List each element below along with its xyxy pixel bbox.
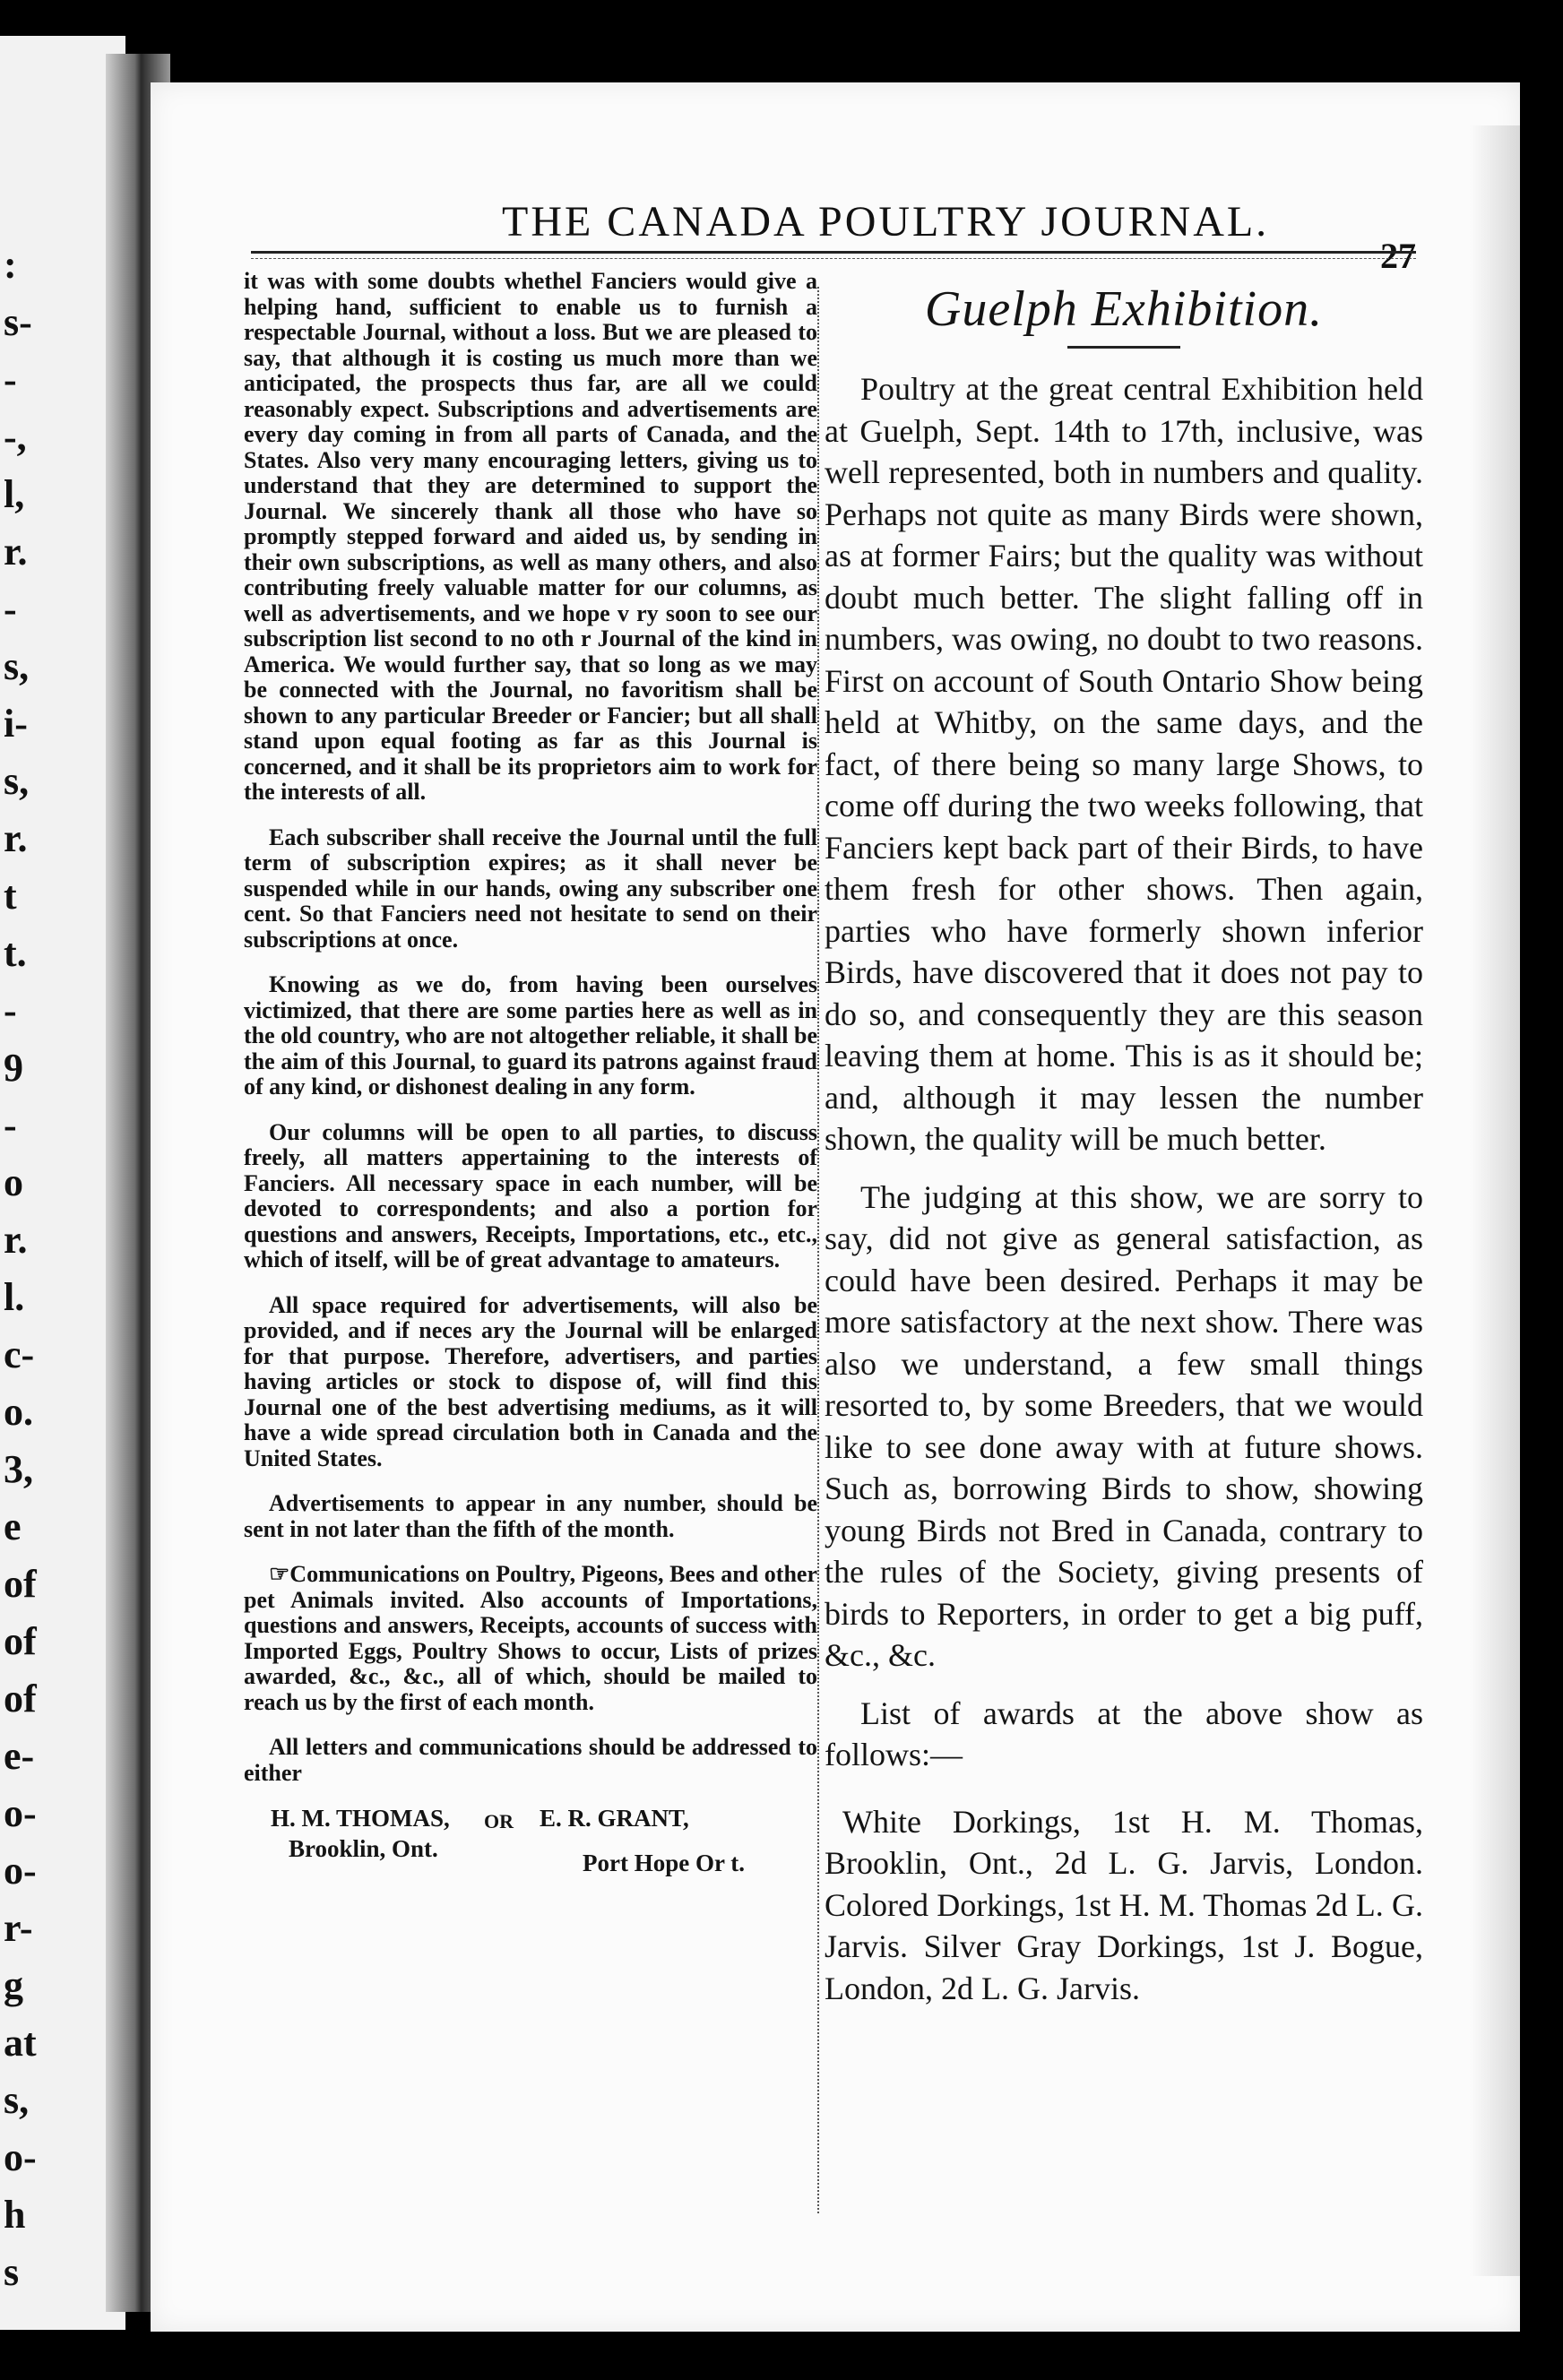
- previous-page-mark: o-: [4, 1849, 37, 1893]
- previous-page-mark: r.: [4, 1218, 28, 1262]
- previous-page-mark: :: [4, 243, 17, 287]
- previous-page-mark: o-: [4, 2135, 37, 2179]
- editor-name-thomas: H. M. THOMAS,: [271, 1805, 450, 1832]
- previous-page-mark: of: [4, 1619, 37, 1663]
- header-rule-dashed: [251, 258, 1416, 259]
- paragraph-awards-list: White Dorkings, 1st H. M. Thomas, Brooklin, Ont., 2d L. G. Jarvis, London. Colored Dorkings, 1st H. M. Thomas 2d L. G. Jarvis. Silver Gray Dorkings, 1st J. Bogue, London, 2d L. G. Jarvis.: [825, 1803, 1423, 2006]
- previous-page-mark: s-: [4, 300, 32, 344]
- right-column: [825, 278, 1423, 2025]
- editor-name-grant: E. R. GRANT,: [540, 1805, 689, 1832]
- previous-page-mark: c-: [4, 1332, 35, 1376]
- previous-page-mark: s,: [4, 2078, 30, 2122]
- previous-page-mark: o.: [4, 1390, 33, 1434]
- running-title: THE CANADA POULTRY JOURNAL.: [502, 198, 1270, 246]
- paragraph-journal-support: it was with some doubts whethel Fanciers would give a helping hand, sufficient to enable us to furnish a respectable Journal, without a loss. But we are pleased to say, that although it is costing us much more than we anticipated, the prospects thus far, are all we could reasonably expect. Subscriptions and advertisements are every day coming in from all parts of Canada, and the States. Also very many encouraging letters, giving us to understand that they are determined to support the Journal. We sincerely thank all those who have so promptly stepped forward and aided us, by sending in their own subscriptions, as well as many others, and also contributing freely valuable matter for our columns, as well as advertisements, and we hope v ry soon to see our subscription list second to no oth r Journal of the kind in America. We would further say, that so long as we may be connected with the Journal, no favoritism shall be shown to any particular Breeder or Fancier; but all shall stand upon equal footing as far as this Journal is concerned, and it shall be its proprietors aim to work for the interests of all.: [244, 268, 817, 805]
- previous-page-mark: -: [4, 988, 17, 1032]
- previous-page-mark: s: [4, 2250, 20, 2294]
- paragraph-communications: ☞Communications on Poultry, Pigeons, Bees and other pet Animals invited. Also accounts of Importations, questions and answers, Receipts, accounts of success with Imported Eggs, Poultry Shows to occur, Lists of prizes awarded, &c., &c., all of which, should be mailed to reach us by the first of each month.: [244, 1561, 817, 1715]
- previous-page-mark: s,: [4, 759, 30, 803]
- previous-page-mark: l.: [4, 1275, 25, 1319]
- previous-page-mark: t.: [4, 931, 27, 975]
- previous-page-mark: of: [4, 1562, 37, 1606]
- previous-page-mark: of: [4, 1677, 37, 1720]
- previous-page-mark: r-: [4, 1906, 33, 1950]
- previous-page-mark: 3,: [4, 1447, 33, 1491]
- previous-page-mark: r.: [4, 816, 28, 860]
- paragraph-advertising-space: All space required for advertisements, will also be provided, and if neces ary the Journal will be enlarged for that purpose. Therefore, advertisers, and parties having articles or stock to dispose of, will find this Journal one of the best advertising mediums, as it will have a wide spread circulation both in Canada and the United States.: [244, 1291, 817, 1471]
- previous-page-mark: -,: [4, 415, 27, 459]
- previous-page-mark: e: [4, 1505, 22, 1548]
- paragraph-advertisement-deadline: Advertisements to appear in any number, should be sent in not later than the fifth of the month.: [244, 1490, 817, 1542]
- previous-page-mark: g: [4, 1963, 23, 2007]
- previous-page-mark: r.: [4, 530, 28, 573]
- left-column: [244, 269, 817, 1877]
- previous-page-mark: o-: [4, 1791, 37, 1835]
- previous-page-mark: 9: [4, 1046, 23, 1090]
- address-block: [244, 1806, 817, 1877]
- title-rule: [1067, 346, 1180, 349]
- previous-page-mark: -: [4, 1103, 17, 1147]
- article-title: Guelph Exhibition.: [924, 281, 1324, 337]
- previous-page-mark: o: [4, 1160, 23, 1204]
- previous-page-mark: at: [4, 2021, 37, 2065]
- paragraph-address-intro: All letters and communications should be addressed to either: [244, 1734, 817, 1786]
- column-divider: [817, 287, 819, 2213]
- previous-page-mark: i-: [4, 702, 28, 746]
- page-number: 27: [1380, 236, 1416, 276]
- paragraph-fraud-warning: Knowing as we do, from having been ourselves victimized, that there are some parties here as well as in the old country, who are not altogether reliable, it shall be the aim of this Journal, to guard its patrons against fraud of any kind, or dishonest dealing in any form.: [244, 971, 817, 1099]
- editor-place-brooklin: Brooklin, Ont.: [289, 1835, 438, 1862]
- previous-page-mark: l,: [4, 472, 25, 516]
- paragraph-open-columns: Our columns will be open to all parties, to discuss freely, all matters appertaining to the interests of Fanciers. All necessary space in each number, will be devoted to correspondents; and also a portion for questions and answers, Receipts, Importations, etc., etc., which of itself, will be of great advantage to amateurs.: [244, 1118, 817, 1272]
- previous-page-mark: h: [4, 2193, 26, 2237]
- paragraph-exhibition-report: Poultry at the great central Exhibition held at Guelph, Sept. 14th to 17th, inclusive, was well represented, both in numbers and quality. Perhaps not quite as many Birds were shown, as at former Fairs; but the quality was without doubt much better. The slight falling off in numbers, was owing, no doubt to two reasons. First on account of South Ontario Show being held at Whitby, on the same days, and the fact, of there being so many large Shows, to come off during the two weeks following, that Fanciers kept back part of their Birds, to have them fresh for other shows. Then again, parties who have formerly shown inferior Birds, have discovered that it does not pay to do so, and consequently they are this season leaving them at home. This is as it should be; and, although it may lessen the number shown, the quality will be much better.: [825, 371, 1423, 1157]
- previous-page-mark: t: [4, 874, 17, 918]
- previous-page-mark: s,: [4, 644, 30, 688]
- page-edge-shadow: [1470, 125, 1520, 2276]
- previous-page-mark: -: [4, 587, 17, 631]
- address-or: OR: [484, 1810, 514, 1832]
- paragraph-awards-intro: List of awards at the above show as follows:—: [825, 1694, 1423, 1772]
- editor-place-port-hope: Port Hope Or t.: [583, 1850, 745, 1876]
- previous-page-mark: -: [4, 358, 17, 401]
- paragraph-subscription-term: Each subscriber shall receive the Journal until the full term of subscription expires; as it shall never be suspended while in our hands, owing any subscriber one cent. So that Fanciers need not hesitate to send on their subscriptions at once.: [244, 824, 817, 953]
- paragraph-judging: The judging at this show, we are sorry to say, did not give as general satisfaction, as could have been desired. Perhaps it may be more satisfactory at the next show. There was also we understand, a few small things resorted to, by some Breeders, that we would like to see done away with at future shows. Such as, borrowing Birds to show, showing young Birds not Bred in Canada, contrary to the rules of the Society, giving presents of birds to Reporters, in order to get a big puff, &c., &c.: [825, 1178, 1423, 1673]
- previous-page-mark: e-: [4, 1734, 35, 1778]
- header-rule: [251, 251, 1416, 254]
